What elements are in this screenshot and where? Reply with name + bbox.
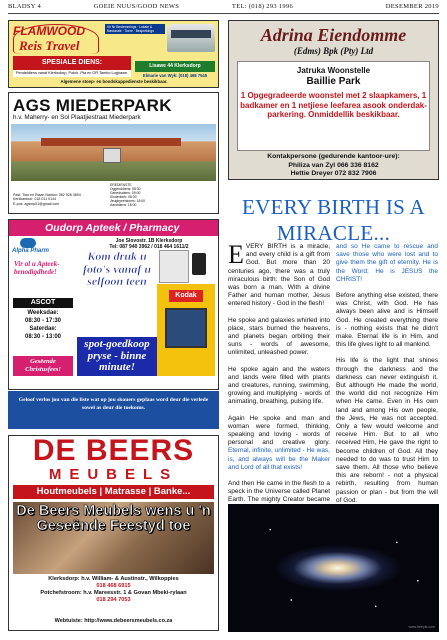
de-beers-categories: Houtmeubels | Matrasse | Banke... xyxy=(13,485,214,499)
issue-date: DESEMBER 2019 xyxy=(385,3,439,10)
ags-services: EREDIENSTE Oggenddiens: 08:30 Gebedsdiens: 09:00 Kinderkerk: 08:30 Jeugbyeenkoms: 18:00 Aanddiens: 18:00 xyxy=(110,183,146,207)
flamwood-address: Lisawe 44 Klerksdorp xyxy=(135,61,215,72)
photo-price-promo: spot-goedkoop pryse - binne minute! xyxy=(77,337,157,376)
opening-hours: Weeksdae: 08:30 - 17:30 Saterdae: 08:30 - 13:00 xyxy=(24,310,62,340)
ascot-label: ASCOT xyxy=(13,298,73,308)
kodak-kiosk xyxy=(157,284,215,376)
oudorp-address: Joe Slovostr. 1B Klerksdorp Tel: 087 940 3962 / 018 464 1611/2 xyxy=(109,238,189,251)
oudorp-banner: Oudorp Apteek / Pharmacy xyxy=(9,220,218,236)
drop-cap: E xyxy=(228,240,244,269)
flamwood-logo-tagline: Reis Travel xyxy=(19,38,80,53)
flamwood-info: Vir Nr Bestemmings · Lokale & Nasionale · Toere · Besprekings xyxy=(105,24,165,34)
adrina-title: Adrina Eiendomme xyxy=(260,25,407,45)
phone-image xyxy=(192,253,206,275)
kiosk-image xyxy=(159,250,189,283)
alpha-pharm-logo: Alpha Pharm xyxy=(12,238,49,254)
ags-address: h.v. Maherry- en Sol Plaatjiestraat Miederpark xyxy=(13,114,141,121)
phone-number: TEL: (018) 293 1996 xyxy=(231,3,294,10)
de-beers-greeting: De Beers Meubels wens u 'n Geseënde Feestyd toe xyxy=(16,503,211,534)
article-column-2: and so He came to rescue and save those who were lost and to give them the gift of eternity. He is the Word; He is JESUS the CHRIST! Before anything else existed, there was Christ, with God. He has always been alive and is Himself God. He created everything there is - nothing exists that he didn't make. Eternal life is in Him, and this life gives light to all mankind. His life is the light that shines through the darkness and the darkness can never extinguish it. But although He made the world, the world did not recognize Him when He came. Even in His own land and among His own people, the Jews, He was not accepted. Only a few would welcome and receive Him. But to all who received Him, He gave the right to become children of God. All they needed to do was to trust Him to save them. All those who believe this are reborn! - not a physical rebirth, resulting from human passion or plan - but from the will of God. xyxy=(336,243,438,554)
article-column-1: EVERY BIRTH is a miracle, and every child is a gift from God. But more than 20 centuries ago, there was a truly miraculous birth: the Son of God was born a man. With a divine Father and human mother, Jesus entered history - God in the flesh! He spoke and galaxies whirled into place, stars burned the heavens, and planets began orbiting their suns - words of awesome, unlimited, unleashed power. He spoke again and the waters and lands were filled with plants and creatures, running, swimming, growing and multiplying - words of animating, breathing, pulsing life. Again He spoke and man and woman were formed, thinking, speaking and loving - words of personal and creative glory. Eternal, infinite, unlimited - He was, is, and always will be the Maker and Lord of all that exists! And then He came in the flesh to a speck in the Universe called Planet Earth. The mighty Creator became xyxy=(228,240,330,504)
christmas-greeting: Gesëende Christusfees! xyxy=(13,356,73,376)
article-title: EVERY BIRTH IS A MIRACLE... xyxy=(241,195,426,245)
flamwood-banner: SPESIALE DIENS: xyxy=(13,56,131,70)
bus-image xyxy=(167,24,215,52)
kodak-logo: Kodak xyxy=(169,290,203,302)
de-beers-title: DE BEERS xyxy=(32,435,195,467)
flamwood-contact: Elmarie van Wyk: (018) 468 7545 xyxy=(142,73,208,78)
de-beers-ad xyxy=(8,435,219,631)
flamwood-services: Pendeldiens vanaf Klerksdorp, Potch. Pta en OR Tambo Lughawe. xyxy=(13,70,131,77)
image-credit: www.freepik.com xyxy=(408,625,435,629)
ags-title: AGS MIEDERPARK xyxy=(13,96,172,115)
galaxy-image xyxy=(228,504,439,632)
ags-footer xyxy=(11,181,216,212)
ags-miederpark-ad xyxy=(8,92,219,214)
page-number: BLADSY 4 xyxy=(8,3,42,10)
church-photo xyxy=(11,124,216,181)
flamwood-logo xyxy=(13,24,101,54)
de-beers-subtitle: MEUBELS xyxy=(48,466,179,483)
adrina-eiendomme-ad xyxy=(228,20,439,180)
oudorp-tagline: Vir al u Apteek-benodigdhede! xyxy=(14,260,60,276)
flamwood-ad xyxy=(8,20,219,88)
adrina-contacts: Kontakpersone (gedurende kantoor-ure): Philiza van Zyl 066 336 8162 Hettie Dreyer 072 832 7906 xyxy=(267,153,400,177)
photo-print-promo: Kom druk u foto's vanaf u selfoon teen xyxy=(82,249,151,288)
ags-contacts: Past. Tian en Riaan Naidoo: 082 928 3894 Kerkkantoor: 018 011 0144 E-pos: agsmp01@gmail.com xyxy=(13,193,81,206)
adrina-subtitle: (Edms) Bpk (Pty) Ltd xyxy=(293,46,374,56)
flamwood-extra: Algemene stoep- en boodskappedienste beskikbaar. xyxy=(60,79,168,84)
listing-box: Jatruka Woonstelle Baillie Park 1 Opgegradeerde woonstel met 2 slaapkamers, 1 badkamer en 1 netjiese leefarea asook onderdak-parkering. Onmiddellik beskikbaar. xyxy=(237,61,430,151)
de-beers-locations: Klerksdorp: h.v. William- & Austinstr., Wilkoppies 018 468 6915 Potchefstroom: h.v. Mareesstr. 1 & Govan Mbeki-rylaan 018 294 7053 xyxy=(13,576,214,604)
flamwood-logo-name: FLAMWOOD xyxy=(13,24,85,38)
page-header xyxy=(8,0,439,14)
de-beers-website[interactable]: Webtuiste: http://www.debeersmeubels.co.za xyxy=(54,618,173,624)
publication-name: GOEIE NUUS/GOOD NEWS xyxy=(93,3,180,10)
faith-quote: Geloof verlos jou van die liste wat op jou skouers geplaas word deur die verlede sowel as deur die toekoms. xyxy=(8,391,219,429)
oudorp-pharmacy-ad xyxy=(8,219,219,390)
